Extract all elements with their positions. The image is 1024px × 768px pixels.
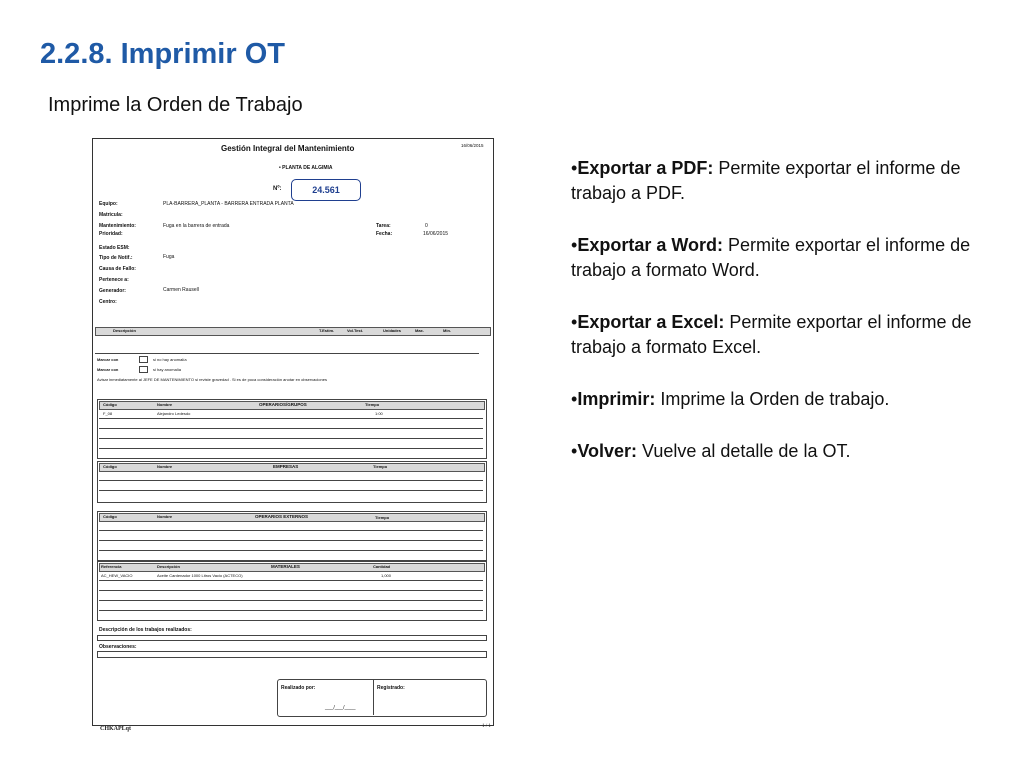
table-cell: AC_HEW_VACIO (101, 573, 133, 578)
col-header: Referencia (101, 564, 122, 569)
legend-text: si no hay anomalía (153, 357, 187, 362)
observations-box (97, 651, 487, 658)
description-header-bar (95, 327, 491, 336)
field-label: Causa de Fallo: (99, 266, 136, 272)
bullet-text: Vuelve al detalle de la OT. (637, 441, 851, 461)
row-line (99, 490, 483, 491)
row-line (99, 418, 483, 419)
col-header: Código (103, 464, 117, 469)
col-header: Descripción (157, 564, 180, 569)
bullet-text: Imprime la Orden de trabajo. (655, 389, 890, 409)
row-line (99, 480, 483, 481)
bullet-label: Volver: (577, 441, 637, 461)
work-description-label: Descripción de los trabajos realizados: (99, 627, 192, 633)
bullet-export-pdf: •Exportar a PDF: Permite exportar el informe de trabajo a PDF. (571, 158, 961, 203)
checkbox-icon (139, 356, 148, 363)
field-value: 0 (425, 223, 428, 229)
checkbox-icon (139, 366, 148, 373)
col-header: Cantidad (373, 564, 391, 569)
legend-label: Marcar con (97, 357, 119, 362)
field-value: Fuga en la barrera de entrada (163, 223, 230, 229)
col-header: Min. (443, 328, 451, 333)
field-label: Equipo: (99, 201, 118, 207)
col-header: EMPRESAS (273, 464, 299, 469)
col-header: Código (103, 514, 117, 519)
field-value: PLA-BARRERA_PLANTA - BARRERA ENTRADA PLANTA (163, 201, 294, 207)
field-label: Prioridad: (99, 231, 123, 237)
document-date: 16/06/2015 (461, 143, 484, 148)
row-line (99, 428, 483, 429)
row-line (99, 530, 483, 531)
col-header: Nombre (157, 464, 173, 469)
plant-name: • PLANTA DE ALGIMIA (279, 165, 333, 171)
row-line (99, 590, 483, 591)
field-label: Fecha: (376, 231, 393, 237)
page-title: 2.2.8. Imprimir OT (40, 38, 285, 70)
signature-divider (373, 679, 374, 715)
footer-page: 1 / 1 (482, 724, 491, 729)
bullet-label: Exportar a Word: (577, 235, 723, 255)
order-number: 24.561 (291, 179, 361, 201)
legend-text: si hay anomalía (153, 367, 182, 372)
legend-label: Marcar con (97, 367, 119, 372)
date-line: ___/___/____ (325, 705, 356, 711)
row-line (99, 550, 483, 551)
bullet-label: Exportar a Excel: (577, 312, 725, 332)
page-subtitle: Imprime la Orden de Trabajo (48, 94, 303, 116)
row-line (99, 540, 483, 541)
col-header: Código (103, 402, 117, 407)
work-order-document (92, 138, 494, 726)
col-header: Tiempo (375, 515, 390, 520)
observations-label: Observaciones: (99, 644, 137, 650)
field-value: Carmen Rausell (163, 287, 199, 293)
table-cell: F_08 (103, 411, 113, 416)
work-description-box (97, 635, 487, 641)
col-header: T.Estim. (319, 328, 335, 333)
table-cell: Aceite Cardenador 1000 Litros Vacio (ACTECO) (157, 573, 243, 578)
bullet-text: Permite exportar el informe de trabajo a formato Word. (571, 235, 971, 280)
col-header: Unidades (383, 328, 402, 333)
col-header: Tiempo (365, 402, 380, 407)
bullet-export-word: •Exportar a Word: Permite exportar el informe de trabajo a formato Word. (571, 235, 971, 280)
divider (95, 353, 479, 354)
registered-label: Registrado: (377, 685, 405, 691)
field-label: Matricula: (99, 212, 123, 218)
col-header: Nombre (157, 514, 173, 519)
field-label: Estado ESM: (99, 245, 130, 251)
warning-text: Avisar inmediatamente al JEFE DE MANTENIMIENTO si reviste gravedad . Si es de poca consideración anotar en observaciones (97, 377, 327, 382)
field-value: Fuga (163, 254, 175, 260)
field-label: Pertenece a: (99, 277, 129, 283)
bullet-print: •Imprimir: Imprime la Orden de trabajo. (571, 389, 890, 409)
field-label: Mantenimiento: (99, 223, 136, 229)
col-header: Nombre (157, 402, 173, 407)
bullet-back: •Volver: Vuelve al detalle de la OT. (571, 441, 851, 461)
performed-by-label: Realizado por: (281, 685, 316, 691)
table-cell: 1:00 (375, 411, 383, 416)
table-cell: Alejandro Ledesdo (157, 411, 191, 416)
field-label: Centro: (99, 299, 117, 305)
row-line (99, 600, 483, 601)
bullet-label: Exportar a PDF: (577, 158, 714, 178)
field-label: Tipo de Notif.: (99, 255, 133, 261)
row-line (99, 448, 483, 449)
col-header: Vol.Test. (347, 328, 364, 333)
col-header: OPERARIOS/GRUPOS (259, 402, 307, 407)
bullet-text: Permite exportar el informe de trabajo a formato Excel. (571, 312, 972, 357)
field-label: Tarea: (376, 223, 391, 229)
table-cell: 1,000 (381, 573, 392, 578)
row-line (99, 438, 483, 439)
document-title: Gestión Integral del Mantenimiento (221, 144, 355, 153)
bullet-list (571, 156, 991, 491)
footer-code: CHKAPLqt (100, 726, 132, 732)
bullet-label: Imprimir: (577, 389, 656, 409)
col-header: Max. (415, 328, 424, 333)
col-header: Descripción (113, 328, 136, 333)
row-line (99, 610, 483, 611)
field-label: Generador: (99, 288, 126, 294)
col-header: MATERIALES (271, 564, 300, 569)
bullet-text: Permite exportar el informe de trabajo a PDF. (571, 158, 961, 203)
col-header: OPERARIOS EXTERNOS (255, 514, 309, 519)
bullet-export-excel: •Exportar a Excel: Permite exportar el informe de trabajo a formato Excel. (571, 312, 972, 357)
row-line (99, 580, 483, 581)
number-label: Nº: (273, 186, 282, 192)
field-value: 16/06/2015 (423, 231, 449, 237)
col-header: Tiempo (373, 464, 388, 469)
